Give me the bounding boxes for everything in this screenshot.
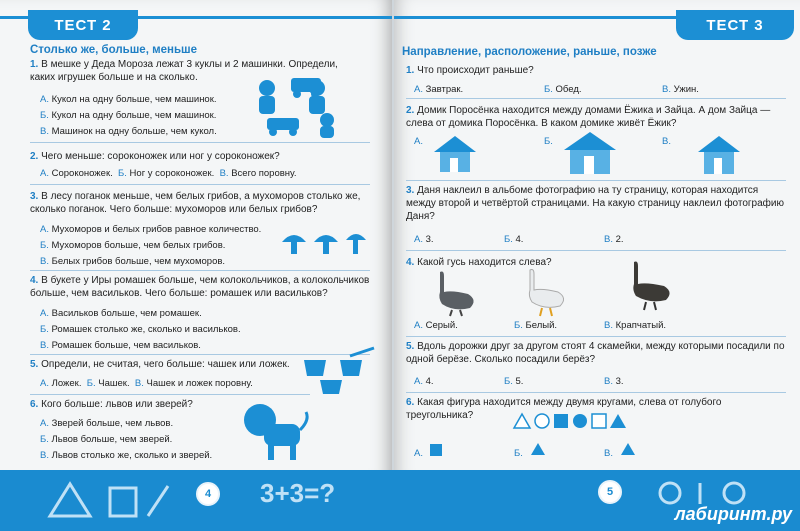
question-2 [30,150,370,163]
question-number: 1. [406,65,415,76]
answer-a[interactable]: А. [414,136,423,147]
header-line [0,16,28,19]
separator [30,394,310,395]
test-title: ТЕСТ 3 [676,10,794,40]
answer-b[interactable]: Б. [514,448,523,459]
answer-b[interactable]: Б. Ромашек столько же, сколько и васильков. [40,324,241,335]
formula-decoration: 3+3=? [260,478,336,508]
answer-c[interactable]: В. Крапчатый. [604,320,667,331]
test-title: ТЕСТ 2 [28,10,138,40]
question-number: 6. [406,397,415,408]
header-line [138,16,394,19]
question-number: 4. [30,275,39,286]
toys-illustration [255,76,365,138]
school-supplies-illustration [40,480,180,520]
separator [406,392,786,393]
footer-band [0,470,800,531]
separator [30,184,370,185]
answer-a[interactable]: А. Завтрак. [414,84,464,95]
answer-b[interactable]: Б. Мухоморов больше, чем белых грибов. [40,240,226,251]
house-icon [694,134,744,176]
answer-c[interactable]: В. 3. [604,376,624,387]
answer-c[interactable]: В. Ромашек больше, чем васильков. [40,340,201,351]
answer-row[interactable]: А. Сороконожек. Б. Ног у сороконожек. В. Всего поровну. [40,168,297,179]
shapes-row-illustration [512,412,652,430]
question-3 [30,190,370,216]
page-number: 5 [598,480,622,504]
triangle-icon [530,442,546,456]
house-icon [560,130,620,176]
answer-b[interactable]: Б. 4. [504,234,524,245]
square-icon [430,444,442,456]
answer-b[interactable]: Б. Кукол на одну больше, чем машинок. [40,110,217,121]
question-text: Какой гусь находится слева? [417,257,552,268]
lion-illustration [240,400,310,464]
answer-c[interactable]: В. Ужин. [662,84,699,95]
question-text: Что происходит раньше? [417,65,534,76]
answer-a[interactable]: А. Кукол на одну больше, чем машинок. [40,94,217,105]
question-3 [406,184,786,223]
question-text: Какая фигура находится между двумя кругами, слева от голубого треугольника? [406,397,722,421]
question-2 [406,104,786,130]
answer-b[interactable]: Б. [544,136,553,147]
cups-illustration [300,346,380,396]
separator [30,270,370,271]
section-title: Направление, расположение, раньше, позже [402,46,657,58]
goose-icon [522,266,572,318]
question-number: 4. [406,257,415,268]
triangle-icon [620,442,636,456]
header-line [394,16,676,19]
question-number: 1. [30,59,39,70]
answer-a[interactable]: А. Зверей больше, чем львов. [40,418,174,429]
question-number: 3. [30,191,39,202]
answer-a[interactable]: А. Мухоморов и белых грибов равное количество. [40,224,262,235]
answer-c[interactable]: В. 2. [604,234,624,245]
separator [406,250,786,251]
question-text: Чего меньше: сороконожек или ног у сороконожек? [41,151,280,162]
question-number: 2. [406,105,415,116]
question-5 [406,340,786,366]
page-number: 4 [196,482,220,506]
question-text: В букете у Иры ромашек больше, чем колокольчиков, а колокольчиков больше, чем васильков. Чего больше: ромашек или васильков? [30,275,370,299]
question-text: Домик Поросёнка находится между домами Ёжика и Зайца. А дом Зайца — слева от домика Поросёнка. В каком домике живёт Ёжик? [406,105,771,129]
answer-b[interactable]: Б. Львов больше, чем зверей. [40,434,173,445]
question-number: 6. [30,399,39,410]
question-number: 2. [30,151,39,162]
question-text: Кого больше: львов или зверей? [41,399,193,410]
question-1 [406,64,786,77]
right-page [394,0,800,478]
answer-b[interactable]: Б. Белый. [514,320,558,331]
answer-c[interactable]: В. Львов столько же, сколько и зверей. [40,450,213,461]
separator [30,142,370,143]
answer-b[interactable]: Б. 5. [504,376,524,387]
answer-c[interactable]: В. [604,448,613,459]
answer-a[interactable]: А. 3. [414,234,434,245]
goose-icon [432,268,482,318]
answer-c[interactable]: В. [662,136,671,147]
answer-a[interactable]: А. [414,448,423,459]
answer-a[interactable]: А. 4. [414,376,434,387]
section-title: Столько же, больше, меньше [30,44,197,56]
answer-row[interactable]: А. Ложек. Б. Чашек. В. Чашек и ложек поровну. [40,378,253,389]
question-text: Даня наклеил в альбоме фотографию на ту страницу, которая находится между второй и четвёртой страницами. На какую страницу наклеил фотографию Даня? [406,185,784,222]
mushrooms-illustration [280,228,370,258]
separator [406,98,786,99]
question-text: В мешке у Деда Мороза лежат 3 куклы и 2 машинки. Определи, каких игрушек больше и на сколько. [30,59,338,83]
question-text: В лесу поганок меньше, чем белых грибов, а мухоморов столько же, сколько поганок. Чего больше: мухоморов или белых грибов? [30,191,361,215]
question-text: Определи, не считая, чего больше: чашек или ложек. [41,359,290,370]
answer-a[interactable]: А. Васильков больше, чем ромашек. [40,308,202,319]
question-number: 5. [30,359,39,370]
answer-c[interactable]: В. Белых грибов больше, чем мухоморов. [40,256,226,267]
watermark: лабиринт.ру [674,504,792,524]
goose-icon [626,258,678,314]
answer-b[interactable]: Б. Обед. [544,84,582,95]
answer-a[interactable]: А. Серый. [414,320,458,331]
house-icon [430,134,480,174]
separator [406,336,786,337]
question-number: 5. [406,341,415,352]
separator [406,180,786,181]
left-page [0,0,394,478]
answer-c[interactable]: В. Машинок на одну больше, чем кукол. [40,126,217,137]
question-4 [30,274,370,300]
question-text: Вдоль дорожки друг за другом стоят 4 скамейки, между которыми посадили по одной берёзе. Сколько посадили берёз? [406,341,785,365]
question-number: 3. [406,185,415,196]
question-5 [30,358,320,371]
